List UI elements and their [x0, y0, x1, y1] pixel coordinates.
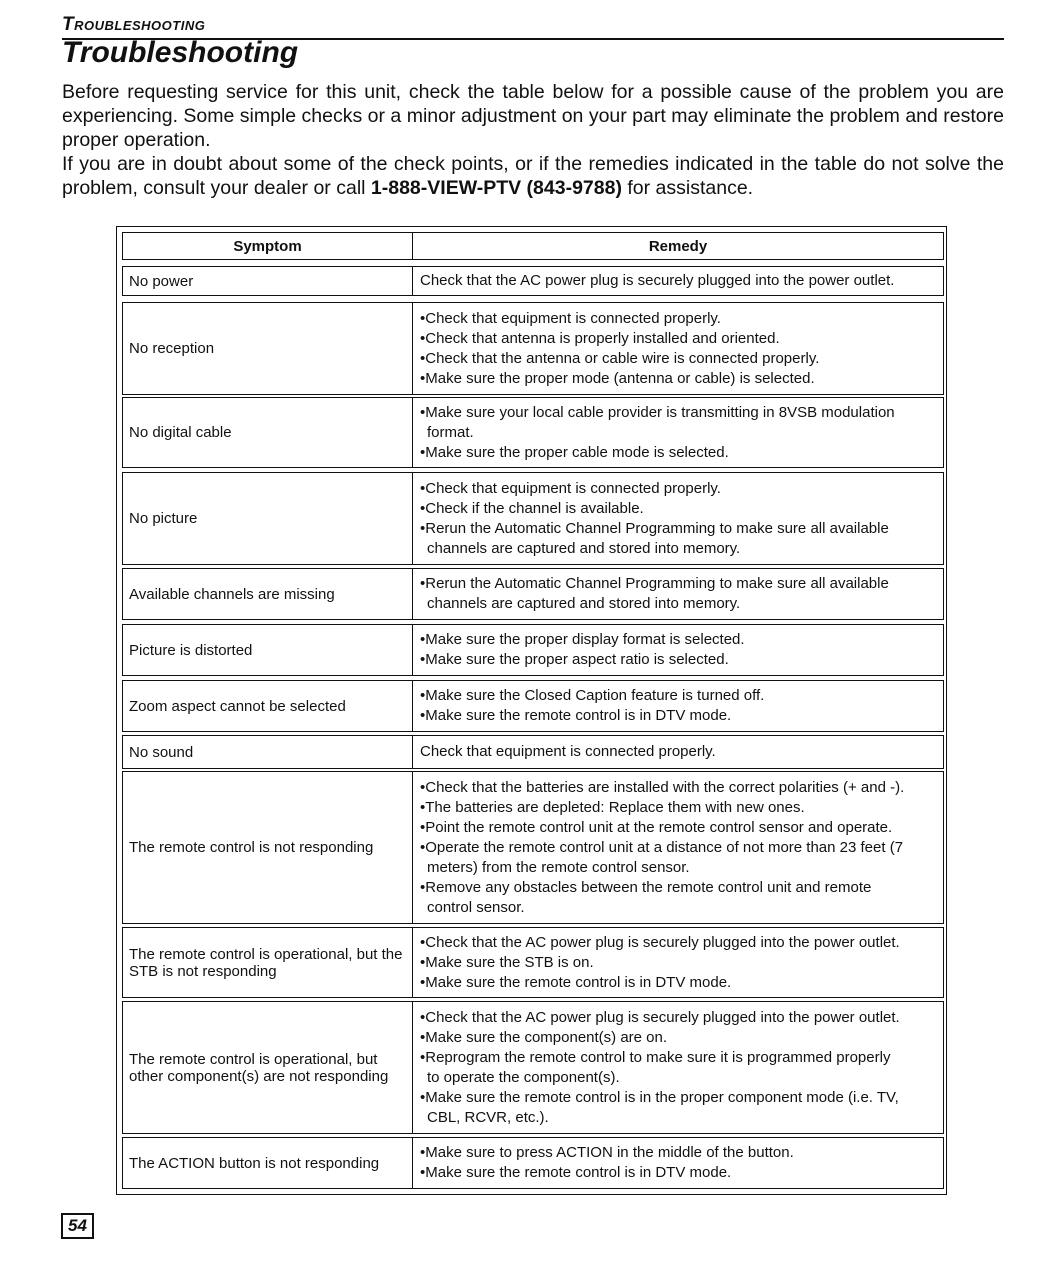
remedy-line: •Check that the antenna or cable wire is connected properly.: [420, 349, 820, 367]
remedy-line: Check that the AC power plug is securely plugged into the power outlet.: [420, 272, 895, 289]
remedy-cell: [413, 1138, 943, 1188]
remedy-line: •Rerun the Automatic Channel Programming to make sure all available: [420, 575, 889, 592]
remedy-line: •Check that the batteries are installed with the correct polarities (+ and -).: [420, 778, 905, 796]
remedy-cell: [413, 772, 943, 923]
remedy-cell: [413, 473, 943, 564]
remedy-line: •Operate the remote control unit at a distance of not more than 23 feet (7: [420, 838, 904, 856]
symptom-cell: Picture is distorted: [123, 625, 413, 675]
remedy-column-header: Remedy: [648, 237, 708, 255]
remedy-cell: [413, 398, 943, 467]
remedy-line: •Make sure to press ACTION in the middle of the button.: [420, 1144, 794, 1161]
table-row: [122, 1001, 944, 1134]
remedy-line: •The batteries are depleted: Replace them with new ones.: [420, 798, 805, 816]
remedy-cell: [413, 267, 943, 295]
symptom-cell: The remote control is operational, but the STB is not responding: [123, 928, 413, 997]
symptom-cell: The ACTION button is not responding: [123, 1138, 413, 1188]
section-label: Troubleshooting: [62, 14, 206, 35]
table-row: [122, 568, 944, 620]
table-row: [122, 771, 944, 924]
table-row: [122, 624, 944, 676]
intro-text-after-phone: for assistance.: [621, 177, 754, 199]
remedy-line: •Make sure the proper mode (antenna or cable) is selected.: [420, 369, 815, 387]
remedy-cell: [413, 736, 943, 768]
remedy-cell: [413, 303, 943, 394]
intro-paragraph-2: [62, 152, 1004, 200]
remedy-line: Check that equipment is connected properly.: [420, 743, 716, 760]
remedy-line: •Make sure the STB is on.: [420, 953, 594, 971]
remedy-line: control sensor.: [427, 898, 525, 916]
table-header-row: [122, 232, 944, 260]
remedy-line: channels are captured and stored into memory.: [427, 595, 741, 612]
remedy-line: •Make sure the remote control is in DTV mode.: [420, 1164, 732, 1181]
symptom-cell: The remote control is operational, but other component(s) are not responding: [123, 1002, 413, 1133]
remedy-line: channels are captured and stored into memory.: [427, 539, 741, 557]
remedy-line: •Check that equipment is connected properly.: [420, 479, 721, 497]
remedy-line: •Check that antenna is properly installed and oriented.: [420, 329, 780, 347]
remedy-line: format.: [427, 423, 474, 441]
remedy-line: •Check if the channel is available.: [420, 499, 644, 517]
remedy-line: •Check that the AC power plug is securely plugged into the power outlet.: [420, 1008, 900, 1026]
remedy-cell: [413, 625, 943, 675]
symptom-cell: The remote control is not responding: [123, 772, 413, 923]
remedy-line: •Make sure the remote control is in the proper component mode (i.e. TV,: [420, 1088, 899, 1106]
symptom-column-header: Symptom: [123, 233, 413, 259]
table-row: [122, 397, 944, 468]
symptom-cell: Available channels are missing: [123, 569, 413, 619]
remedy-cell: [413, 1002, 943, 1133]
remedy-line: •Make sure the remote control is in DTV mode.: [420, 707, 732, 724]
remedy-line: •Remove any obstacles between the remote control unit and remote: [420, 878, 872, 896]
remedy-line: •Make sure the component(s) are on.: [420, 1028, 668, 1046]
symptom-cell: No digital cable: [123, 398, 413, 467]
symptom-cell: No sound: [123, 736, 413, 768]
table-row: [122, 302, 944, 395]
table-row: [122, 266, 944, 296]
table-row: [122, 472, 944, 565]
remedy-line: •Make sure the proper cable mode is selected.: [420, 443, 729, 461]
remedy-line: •Make sure your local cable provider is transmitting in 8VSB modulation: [420, 403, 895, 421]
symptom-cell: No reception: [123, 303, 413, 394]
remedy-cell: [413, 681, 943, 731]
symptom-cell: No power: [123, 267, 413, 295]
remedy-line: •Check that the AC power plug is securely plugged into the power outlet.: [420, 933, 900, 951]
support-phone-number: 1-888-VIEW-PTV (843-9788): [370, 177, 622, 199]
table-row: [122, 735, 944, 769]
page-title: Troubleshooting: [62, 36, 299, 69]
remedy-cell: [413, 928, 943, 997]
remedy-line: •Make sure the Closed Caption feature is turned off.: [420, 687, 765, 704]
page-number: 54: [61, 1213, 94, 1239]
table-row: [122, 1137, 944, 1189]
remedy-cell: [413, 569, 943, 619]
intro-paragraph-1: Before requesting service for this unit, check the table below for a possible cause of the problem you are experiencing. Some simple checks or a minor adjustment on your part may eliminate the problem and restore proper operation.: [62, 81, 1004, 151]
remedy-line: •Point the remote control unit at the remote control sensor and operate.: [420, 818, 893, 836]
symptom-cell: Zoom aspect cannot be selected: [123, 681, 413, 731]
table-row: [122, 680, 944, 732]
remedy-line: •Make sure the proper display format is selected.: [420, 631, 745, 648]
remedy-line: •Make sure the proper aspect ratio is selected.: [420, 651, 729, 668]
remedy-line: •Rerun the Automatic Channel Programming to make sure all available: [420, 519, 889, 537]
symptom-cell: No picture: [123, 473, 413, 564]
intro-text: [62, 80, 1004, 200]
remedy-line: •Check that equipment is connected properly.: [420, 309, 721, 327]
remedy-line: •Make sure the remote control is in DTV mode.: [420, 973, 732, 991]
remedy-line: meters) from the remote control sensor.: [427, 858, 690, 876]
remedy-line: to operate the component(s).: [427, 1068, 620, 1086]
intro-text-before-phone: If you are in doubt about some of the check points, or if the remedies indicated in the table do not solve the problem, consult your dealer or call: [62, 153, 1004, 199]
table-row: [122, 927, 944, 998]
remedy-line: •Reprogram the remote control to make sure it is programmed properly: [420, 1048, 891, 1066]
remedy-line: CBL, RCVR, etc.).: [427, 1108, 549, 1126]
